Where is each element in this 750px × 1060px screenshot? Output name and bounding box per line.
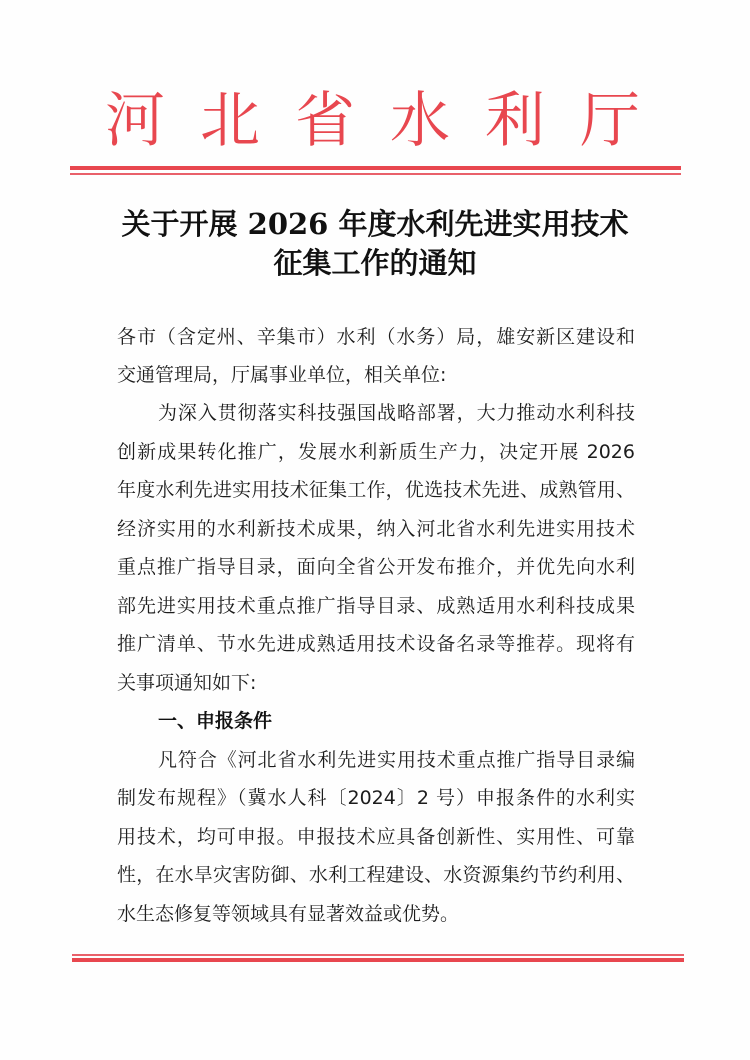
letterhead-char: 利 — [485, 86, 545, 156]
section-line: 性，在水旱灾害防御、水利工程建设、水资源集约节约利用、 — [117, 864, 635, 886]
intro-line: 创新成果转化推广，发展水利新质生产力，决定开展 2026 — [117, 441, 635, 463]
letterhead-char: 河 — [105, 86, 165, 156]
salutation-line: 交通管理局，厅属事业单位，相关单位: — [117, 364, 447, 386]
salutation-line: 各市（含定州、辛集市）水利（水务）局，雄安新区建设和 — [117, 326, 635, 348]
letterhead-char: 省 — [295, 86, 355, 156]
letterhead-char: 厅 — [580, 86, 640, 156]
intro-line: 推广清单、节水先进成熟适用技术设备名录等推荐。现将有 — [117, 633, 635, 655]
letterhead-char: 水 — [390, 86, 450, 156]
document-title-line-1: 关于开展 2026 年度水利先进实用技术 — [121, 207, 629, 241]
letterhead-char: 北 — [200, 86, 260, 156]
section-line: 制发布规程》（冀水人科〔2024〕2 号）申报条件的水利实 — [117, 787, 635, 809]
letterhead-title — [100, 86, 645, 156]
section-line: 水生态修复等领域具有显著效益或优势。 — [117, 903, 460, 925]
section-line: 用技术，均可申报。申报技术应具备创新性、实用性、可靠 — [117, 826, 635, 848]
document-title-line-2: 征集工作的通知 — [273, 246, 477, 280]
intro-line: 为深入贯彻落实科技强国战略部署，大力推动水利科技 — [158, 402, 635, 424]
letterhead-divider-thick — [70, 166, 681, 170]
intro-line: 关事项通知如下: — [117, 672, 257, 694]
letterhead-divider-thin — [70, 173, 681, 175]
intro-line: 经济实用的水利新技术成果，纳入河北省水利先进实用技术 — [117, 518, 635, 540]
intro-line: 部先进实用技术重点推广指导目录、成熟适用水利科技成果 — [117, 595, 635, 617]
intro-line: 年度水利先进实用技术征集工作，优选技术先进、成熟管用、 — [117, 479, 635, 501]
section-heading: 一、申报条件 — [158, 710, 273, 732]
intro-line: 重点推广指导目录，面向全省公开发布推介，并优先向水利 — [117, 556, 635, 578]
section-line: 凡符合《河北省水利先进实用技术重点推广指导目录编 — [158, 749, 635, 771]
footer-divider-thick — [72, 958, 684, 962]
footer-divider-thin — [72, 954, 684, 956]
